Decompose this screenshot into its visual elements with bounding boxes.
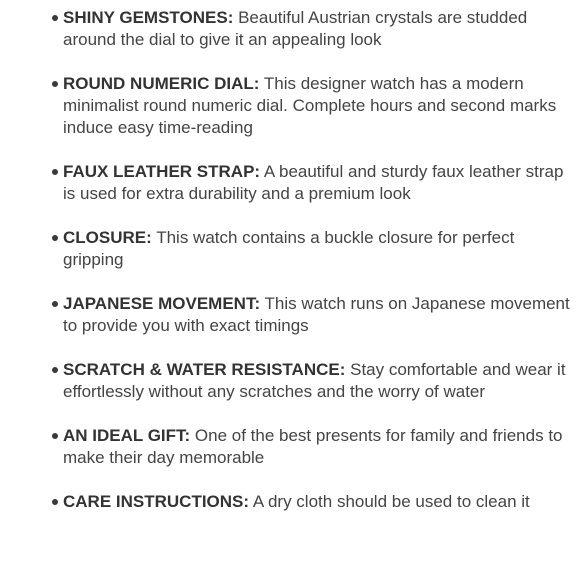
bullet-icon bbox=[52, 301, 58, 307]
bullet-icon bbox=[52, 15, 58, 21]
feature-title: ROUND NUMERIC DIAL: bbox=[63, 74, 260, 93]
feature-item-scratch-water-resistance bbox=[52, 359, 572, 403]
feature-item-closure bbox=[52, 227, 572, 271]
feature-title: CARE INSTRUCTIONS: bbox=[63, 492, 250, 511]
feature-description: This designer watch has a modern minimalist round numeric dial. Complete hours and second marks induce easy time-reading bbox=[63, 74, 557, 137]
feature-item-ideal-gift bbox=[52, 425, 572, 469]
feature-description: Beautiful Austrian crystals are studded around the dial to give it an appealing look bbox=[63, 8, 528, 49]
feature-title: CLOSURE: bbox=[63, 228, 152, 247]
feature-description: A beautiful and sturdy faux leather strap is used for extra durability and a premium look bbox=[63, 162, 564, 203]
bullet-icon bbox=[52, 169, 58, 175]
bullet-icon bbox=[52, 81, 58, 87]
feature-title: JAPANESE MOVEMENT: bbox=[63, 294, 261, 313]
bullet-icon bbox=[52, 499, 58, 505]
feature-description: A dry cloth should be used to clean it bbox=[249, 492, 530, 511]
feature-title: SCRATCH & WATER RESISTANCE: bbox=[63, 360, 346, 379]
feature-item-japanese-movement bbox=[52, 293, 572, 337]
bullet-icon bbox=[52, 235, 58, 241]
feature-item-shiny-gemstones bbox=[52, 7, 572, 51]
feature-description: This watch contains a buckle closure for perfect gripping bbox=[63, 228, 515, 269]
feature-title: SHINY GEMSTONES: bbox=[63, 8, 234, 27]
feature-item-round-numeric-dial bbox=[52, 73, 572, 139]
feature-description: This watch runs on Japanese movement to provide you with exact timings bbox=[63, 294, 570, 335]
feature-item-faux-leather-strap bbox=[52, 161, 572, 205]
bullet-icon bbox=[52, 433, 58, 439]
feature-description: Stay comfortable and wear it effortlessly without any scratches and the worry of water bbox=[63, 360, 566, 401]
feature-description: One of the best presents for family and friends to make their day memorable bbox=[63, 426, 563, 467]
feature-title: FAUX LEATHER STRAP: bbox=[63, 162, 261, 181]
feature-title: AN IDEAL GIFT: bbox=[63, 426, 191, 445]
bullet-icon bbox=[52, 367, 58, 373]
feature-list bbox=[52, 7, 572, 535]
feature-item-care-instructions bbox=[52, 491, 572, 513]
